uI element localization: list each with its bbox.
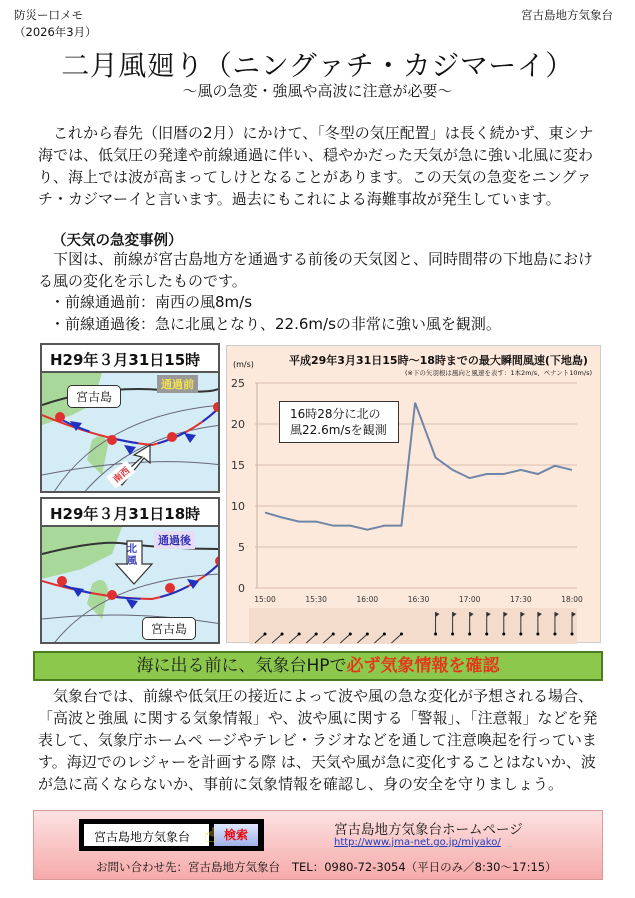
chart-plot — [227, 346, 602, 644]
svg-text:17:00: 17:00 — [458, 595, 481, 604]
homepage-link[interactable]: http://www.jma-net.go.jp/miyako/ — [334, 837, 501, 848]
cta-banner — [33, 651, 603, 681]
location-callout: 宮古島 — [142, 617, 196, 640]
org-name: 宮古島地方気象台 — [521, 8, 613, 22]
case-bullets — [50, 291, 501, 335]
svg-text:16:30: 16:30 — [407, 595, 430, 604]
search-button[interactable]: 検索 — [214, 824, 258, 846]
weather-map-before — [40, 343, 220, 493]
homepage-title: 宮古島地方気象台ホームページ — [334, 822, 523, 838]
status-badge: 通過前 — [157, 375, 198, 393]
footer-box — [33, 810, 603, 880]
contact-label: お問い合わせ先：宮古島地方気象台 — [96, 860, 280, 874]
issue-date: （2026年3月） — [14, 25, 97, 39]
closing-paragraph: 気象台では、前線や低気圧の接近によって波や風の急な変化が予想される場合、「高波と強風 に関する気象情報」や、波や風に関する「警報」、「注意報」などを発表して、気象庁ホームペ ージやテレビ・ラジオなどを通して注意喚起を行っています。海辺でのレジャーを計画する際 は、天気や風が急に変化することはないか、波が急に高くならないか、事前に気象情報を確認し、身の安全を守りましょう。 — [38, 687, 598, 793]
search-widget — [79, 819, 264, 851]
banner-text: 海に出る前に、気象台HPで — [136, 656, 347, 676]
svg-text:15: 15 — [231, 459, 245, 472]
intro-paragraph: これから春先（旧暦の2月）にかけて、「冬型の気圧配置」は長く続かず、東シナ海では、低気圧の発達や前線通過に伴い、穏やかだった天気が急に強い北風に変わり、海上では波が高まってしけとなることがあります。この天気の急変をニングァチ・カジマーイと言います。過去にもこれによる海難事故が発生しています。 — [38, 124, 594, 208]
map-title: H29年３月31日18時 — [42, 499, 218, 527]
svg-text:10: 10 — [231, 500, 245, 513]
search-input[interactable] — [84, 824, 209, 846]
svg-text:15:00: 15:00 — [254, 595, 276, 604]
bullet-before: ・前線通過前：南西の風8m/s — [50, 293, 253, 311]
banner-highlight: 必ず気象情報を確認 — [346, 656, 500, 676]
page-subtitle: ～風の急変・強風や高波に注意が必要～ — [182, 82, 453, 100]
bullet-after: ・前線通過後：急に北風となり、22.6m/sの非常に強い風を観測。 — [50, 315, 501, 333]
svg-text:25: 25 — [231, 377, 245, 390]
location-callout: 宮古島 — [67, 385, 121, 408]
svg-text:15:30: 15:30 — [305, 595, 327, 604]
contact-tel: TEL：0980-72-3054（平日のみ／8:30～17:15） — [292, 860, 557, 874]
wind-speed-chart — [226, 345, 601, 643]
page-title: 二月風廻り（ニングァチ・カジマーイ） — [61, 49, 574, 82]
status-badge: 通過後 — [154, 531, 195, 549]
header-left — [14, 7, 97, 41]
wind-arrow-label: 南西 — [106, 460, 136, 488]
svg-text:17:30: 17:30 — [510, 595, 532, 604]
chart-title: 平成29年3月31日15時～18時までの最大瞬間風速(下地島) — [289, 354, 588, 367]
svg-text:20: 20 — [231, 418, 245, 431]
wind-arrow-label: 北風 — [127, 544, 137, 567]
case-paragraph: 下図は、前線が宮古島地方を通過する前後の天気図と、同時間帯の下地島における風の変化を示したものです。 — [38, 250, 594, 290]
contact-info — [96, 859, 557, 875]
map-title: H29年３月31日15時 — [42, 345, 218, 373]
pointer-hand-icon: ☝ — [204, 823, 217, 847]
weather-map-after — [40, 497, 220, 644]
chart-note: (※下の矢羽根は風向と風速を表す：1本2m/s、ペナント10m/s) — [404, 369, 592, 377]
svg-text:16:00: 16:00 — [356, 595, 379, 604]
case-heading: （天気の急変事例） — [52, 233, 183, 249]
svg-text:18:00: 18:00 — [561, 595, 583, 604]
series-label: 防災ー口メモ — [14, 8, 83, 22]
svg-text:5: 5 — [238, 541, 245, 554]
chart-annotation: 16時28分に北の風22.6m/sを観測 — [279, 401, 399, 443]
svg-text:0: 0 — [238, 582, 245, 595]
y-axis-label: (m/s) — [233, 360, 254, 369]
